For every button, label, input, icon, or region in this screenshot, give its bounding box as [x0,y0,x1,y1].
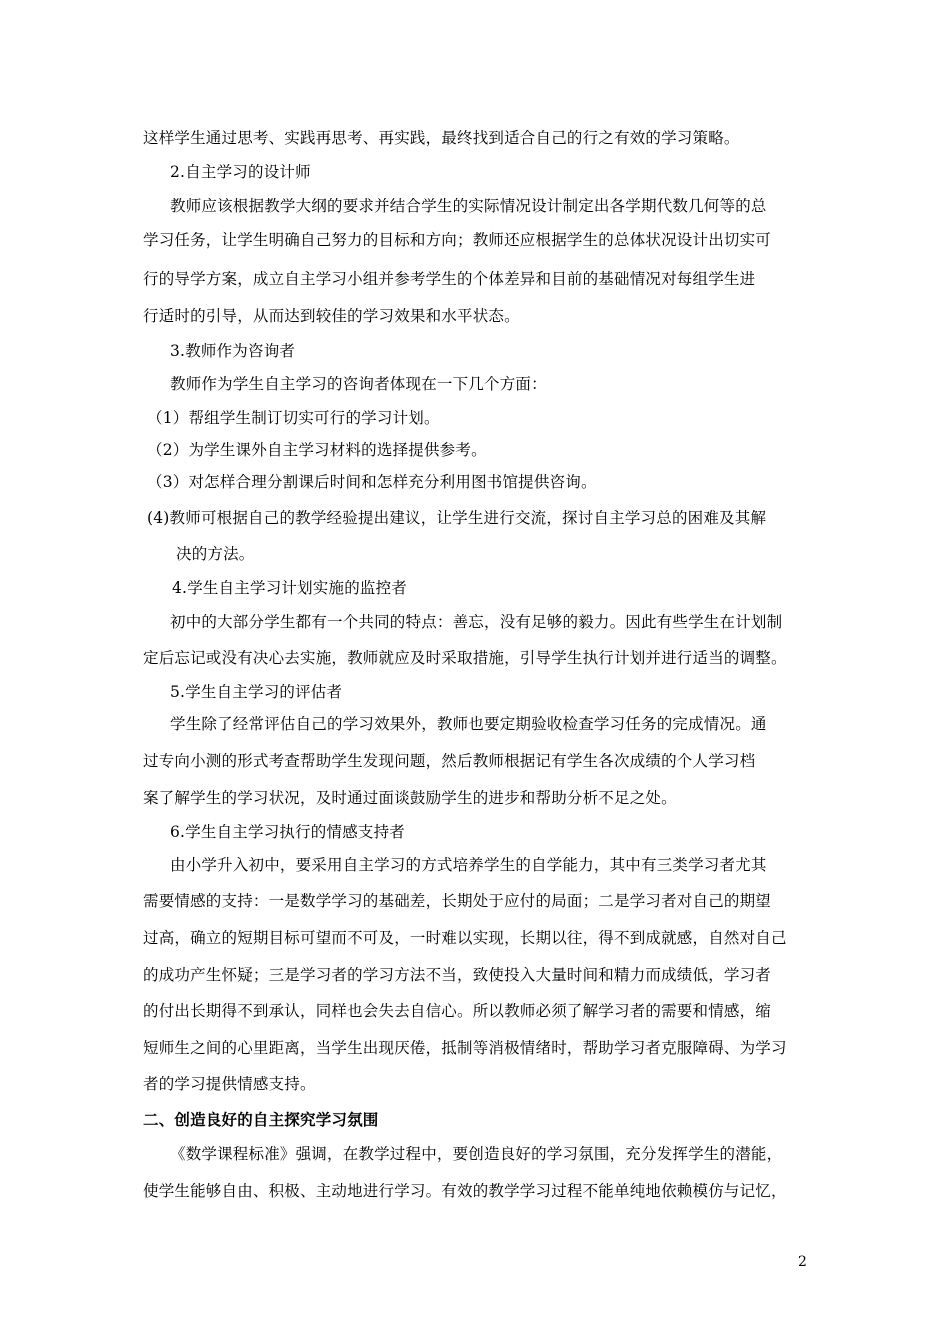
text-line: 学生除了经常评估自己的学习效果外，教师也要定期验收检查学习任务的完成情况。通 [170,715,767,733]
text-line: 这样学生通过思考、实践再思考、再实践，最终找到适合自己的行之有效的学习策略。 [143,129,740,147]
text-line: 《数学课程标准》强调，在教学过程中，要创造良好的学习氛围，充分发挥学生的潜能， [170,1145,783,1163]
text-line: 教师应该根据教学大纲的要求并结合学生的实际情况设计制定出各学期代数几何等的总 [170,197,767,215]
list-item: （2）为学生课外自主学习材料的选择提供参考。 [147,441,487,459]
text-line: 过专向小测的形式考查帮助学生发现问题，然后教师根据记有学生各次成绩的个人学习档 [143,752,756,770]
section-heading: 5.学生自主学习的评估者 [170,683,343,701]
chapter-heading: 二、创造良好的自主探究学习氛围 [143,1111,379,1129]
section-heading: 4.学生自主学习计划实施的监控者 [172,579,407,597]
text-line: 短师生之间的心里距离，当学生出现厌倦，抵制等消极情绪时，帮助学习者克服障碍、为学习 [143,1039,787,1057]
text-line: 案了解学生的学习状况，及时通过面谈鼓励学生的进步和帮助分析不足之处。 [143,789,677,807]
text-line: 由小学升入初中，要采用自主学习的方式培养学生的自学能力，其中有三类学习者尤其 [170,856,767,874]
text-line: 的成功产生怀疑；三是学习者的学习方法不当，致使投入大量时间和精力而成绩低，学习者 [143,966,772,984]
text-line: 的付出长期得不到承认，同样也会失去自信心。所以教师必须了解学习者的需要和情感，缩 [143,1002,772,1020]
text-line: 教师作为学生自主学习的咨询者体现在一下几个方面： [170,375,547,393]
text-line: 定后忘记或没有决心去实施，教师就应及时采取措施，引导学生执行计划并进行适当的调整。 [143,649,787,667]
section-heading: 6.学生自主学习执行的情感支持者 [170,823,405,841]
section-heading: 3.教师作为咨询者 [170,342,296,360]
list-item: （1）帮组学生制订切实可行的学习计划。 [147,409,440,427]
text-line: 者的学习提供情感支持。 [143,1075,316,1093]
text-line: 初中的大部分学生都有一个共同的特点：善忘，没有足够的毅力。因此有些学生在计划制 [170,613,783,631]
text-line: 使学生能够自由、积极、主动地进行学习。有效的教学学习过程不能单纯地依赖模仿与记忆， [143,1182,787,1200]
text-line: 过高，确立的短期目标可望而不可及，一时难以实现，长期以往，得不到成就感，自然对自己 [143,929,787,947]
text-line: 需要情感的支持：一是数学学习的基础差，长期处于应付的局面；二是学习者对自己的期望 [143,892,772,910]
list-item-continuation: 决的方法。 [176,545,255,563]
list-item: （3）对怎样合理分割课后时间和怎样充分利用图书馆提供咨询。 [147,473,597,491]
text-line: 学习任务，让学生明确自己努力的目标和方向；教师还应根据学生的总体状况设计出切实可 [143,231,772,249]
section-heading: 2.自主学习的设计师 [170,163,311,181]
page-number: 2 [798,1254,807,1270]
text-line: 行的导学方案，成立自主学习小组并参考学生的个体差异和目前的基础情况对每组学生进 [143,270,756,288]
text-line: 行适时的引导，从而达到较佳的学习效果和水平状态。 [143,307,520,325]
list-item: (4)教师可根据自己的教学经验提出建议，让学生进行交流，探讨自主学习总的困难及其解 [147,509,767,527]
